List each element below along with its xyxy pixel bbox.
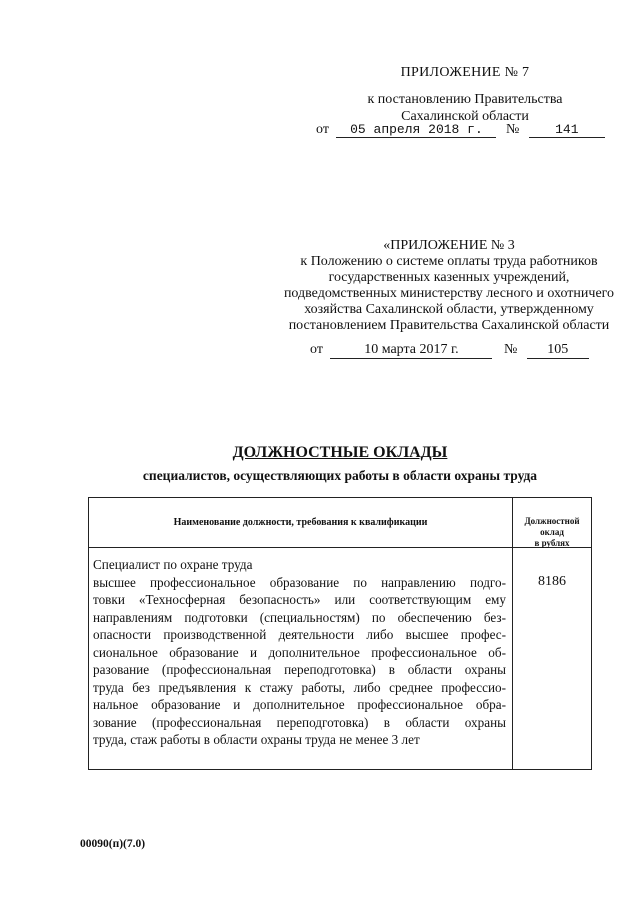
requirement-line: товки «Техносферная безопасность» или соответствующим ему [93, 592, 506, 607]
document-code: 00090(п)(7.0) [80, 838, 146, 850]
requirement-line: труда без предъявления к стажу работы, либо среднее профессио- [93, 679, 506, 695]
appendix-7-title: ПРИЛОЖЕНИЕ № 7 [400, 65, 530, 80]
appendix-3-title: «ПРИЛОЖЕНИЕ № 3 [383, 238, 515, 253]
appendix-7-from-label: от [316, 122, 329, 137]
appendix-3-number-label: № [503, 342, 518, 357]
appendix-3-line-1: к Положению о системе оплаты труда работников [300, 254, 598, 269]
requirement-line: сиональное образование и дополнительное профессиональное об- [93, 644, 506, 660]
requirement-line: опасности производственной деятельности либо высшее профес- [93, 627, 506, 642]
position-title: Специалист по охране труда [93, 557, 253, 572]
appendix-3-from-label: от [310, 342, 323, 357]
column-header-salary [513, 498, 591, 548]
appendix-3-header [268, 238, 630, 334]
column-header-position: Наименование должности, требования к квалификации [89, 498, 513, 548]
appendix-7-dateline [316, 122, 605, 138]
appendix-7-number-label: № [505, 122, 520, 137]
appendix-7-number: 141 [529, 122, 605, 138]
column-header-salary-line-3: в рублях [534, 538, 570, 548]
appendix-3-date: 10 марта 2017 г. [330, 342, 492, 359]
requirement-line: разование (профессиональная переподготовка) в области охраны [93, 662, 506, 677]
appendix-3-line-4: хозяйства Сахалинской области, утвержденному [304, 302, 594, 317]
appendix-7-line-1: к постановлению Правительства [367, 92, 563, 107]
appendix-3-line-2: государственных казенных учреждений, [328, 270, 570, 285]
requirement-line: нальное образование и дополнительное профессиональное обра- [93, 697, 506, 712]
appendix-3-dateline [310, 342, 589, 359]
table-row-salary-cell: 8186 [538, 574, 566, 589]
requirement-line: зование (профессиональная переподготовка) в области охраны [93, 714, 506, 730]
salary-table [88, 497, 592, 770]
appendix-3-line-3: подведомственных министерству лесного и охотничего [283, 286, 615, 301]
requirement-line: труда, стаж работы в области охраны труда не менее 3 лет [93, 732, 420, 747]
table-row-position-cell [89, 548, 513, 769]
column-header-salary-line-1: Должностной [524, 516, 580, 526]
appendix-7-line-2: Сахалинской области [401, 109, 529, 124]
column-header-salary-line-2: оклад [540, 527, 564, 537]
page-subtitle: специалистов, осуществляющих работы в области охраны труда [142, 468, 538, 483]
appendix-3-number: 105 [527, 342, 589, 359]
appendix-7-header [330, 64, 600, 125]
requirement-line: высшее профессиональное образование по направлению подго- [93, 574, 506, 590]
page-title: ДОЛЖНОСТНЫЕ ОКЛАДЫ [232, 444, 448, 461]
appendix-3-line-5: постановлением Правительства Сахалинской области [288, 318, 610, 333]
appendix-7-date: 05 апреля 2018 г. [336, 122, 496, 138]
requirement-line: направлениям подготовки (специальностям) по обеспечению без- [93, 609, 506, 625]
